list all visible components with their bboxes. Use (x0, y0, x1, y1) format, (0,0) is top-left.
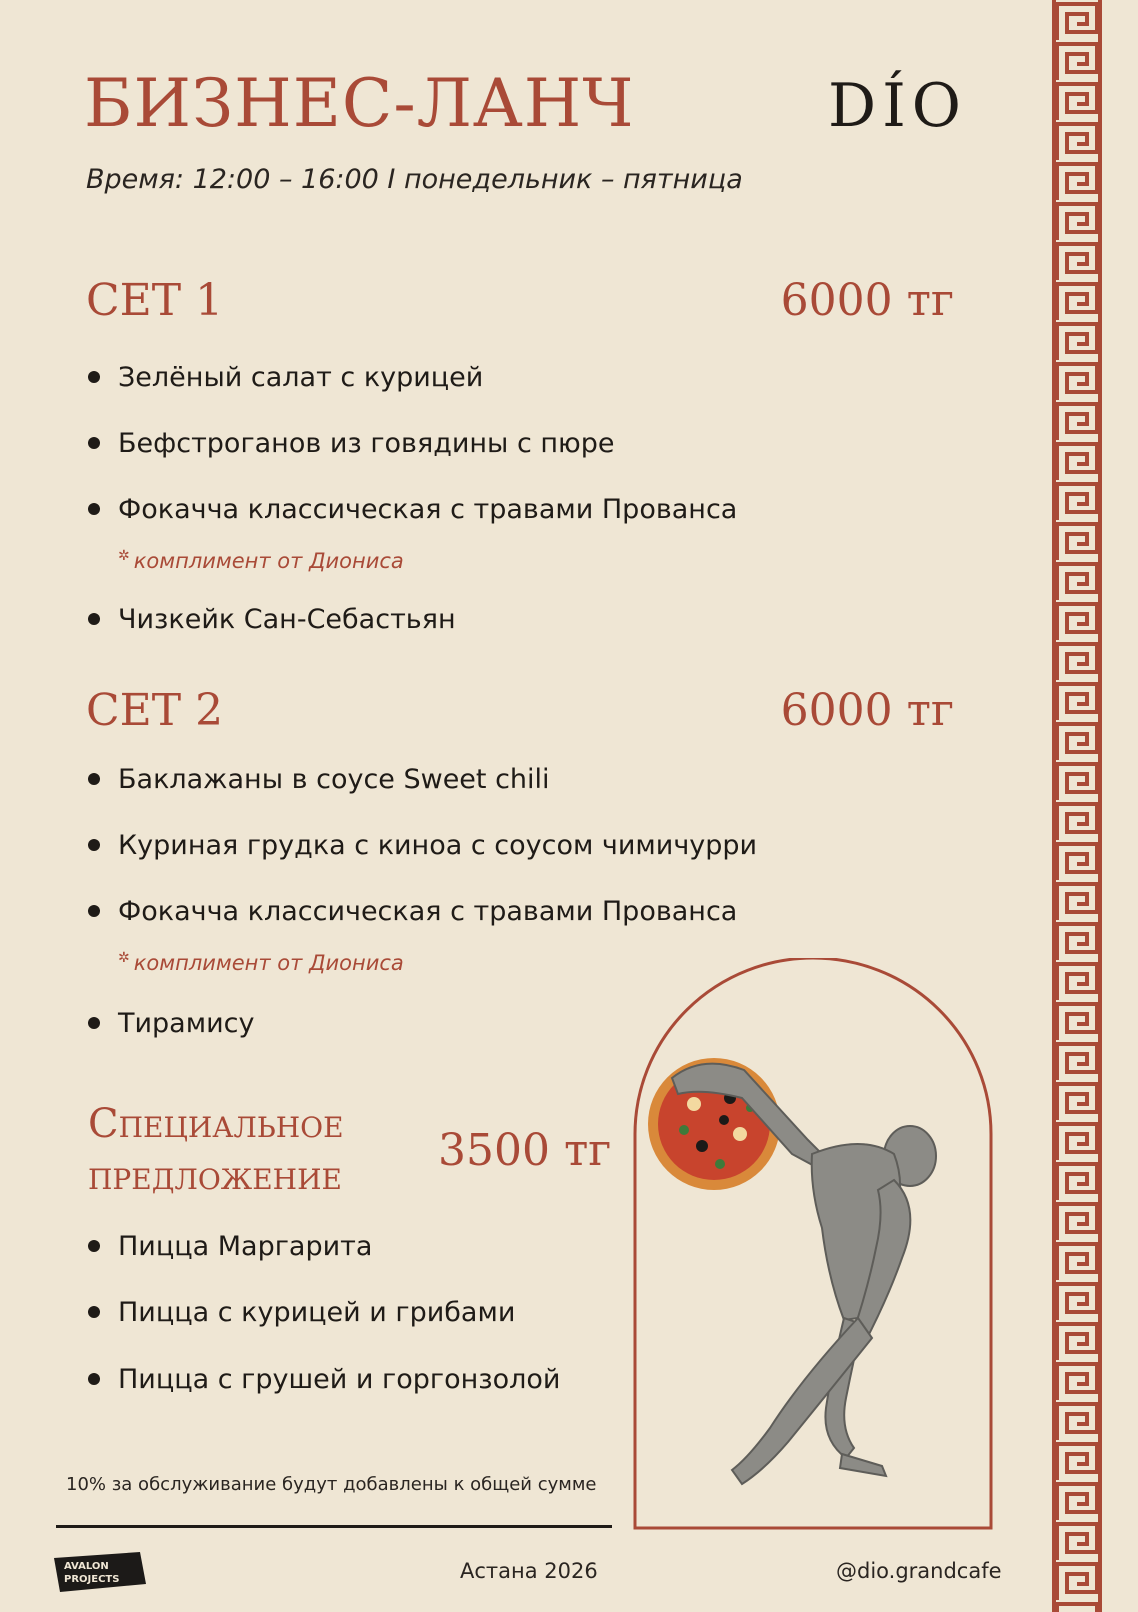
asterisk-icon: ✲ (118, 548, 130, 564)
greek-key-border (1052, 0, 1102, 1612)
svg-text:PROJECTS: PROJECTS (64, 1574, 120, 1585)
instagram-handle: @dio.grandcafe (836, 1559, 1002, 1583)
set-1-title: СЕТ 1 (86, 275, 224, 326)
list-item: Фокачча классическая с травами Прованса (86, 892, 737, 932)
bullet-icon (88, 1240, 100, 1252)
avalon-projects-logo (54, 1552, 146, 1592)
bullet-icon (88, 1373, 100, 1385)
bullet-icon (88, 773, 100, 785)
list-item: Бефстроганов из говядины с пюре (86, 424, 615, 464)
bullet-icon (88, 437, 100, 449)
service-charge-note: 10% за обслуживание будут добавлены к общей сумме (66, 1474, 597, 1495)
city-year: Астана 2026 (460, 1559, 598, 1583)
dio-logo: DÍO (828, 71, 967, 141)
compliment-note: ✲ комплимент от Диониса (118, 950, 404, 975)
list-item: Пицца с курицей и грибами (86, 1293, 515, 1333)
asterisk-icon: ✲ (118, 950, 130, 966)
page-title: БИЗНЕС-ЛАНЧ (84, 65, 635, 142)
discobolus-pizza-illustration (632, 958, 994, 1530)
special-offer-price: 3500 тг (438, 1125, 612, 1176)
bullet-icon (88, 371, 100, 383)
list-item: Фокачча классическая с травами Прованса (86, 490, 737, 530)
footer-divider (56, 1525, 612, 1528)
list-item: Пицца Маргарита (86, 1227, 372, 1267)
bullet-icon (88, 1017, 100, 1029)
special-offer-title: Специальное предложение (88, 1101, 344, 1199)
list-item: Тирамису (86, 1004, 254, 1044)
bullet-icon (88, 613, 100, 625)
list-item: Куриная грудка с киноа с соусом чимичурри (86, 826, 757, 866)
schedule-text: Время: 12:00 – 16:00 I понедельник – пятница (86, 164, 743, 195)
compliment-note: ✲ комплимент от Диониса (118, 548, 404, 573)
bullet-icon (88, 839, 100, 851)
list-item: Чизкейк Сан-Себастьян (86, 600, 456, 640)
set-1-price: 6000 тг (780, 275, 954, 326)
bullet-icon (88, 503, 100, 515)
set-2-price: 6000 тг (780, 685, 954, 736)
bullet-icon (88, 905, 100, 917)
svg-text:AVALON: AVALON (64, 1561, 109, 1572)
list-item: Зелёный салат с курицей (86, 358, 483, 398)
bullet-icon (88, 1306, 100, 1318)
list-item: Баклажаны в соусе Sweet chili (86, 760, 550, 800)
set-2-title: СЕТ 2 (86, 685, 224, 736)
list-item: Пицца с грушей и горгонзолой (86, 1360, 560, 1400)
